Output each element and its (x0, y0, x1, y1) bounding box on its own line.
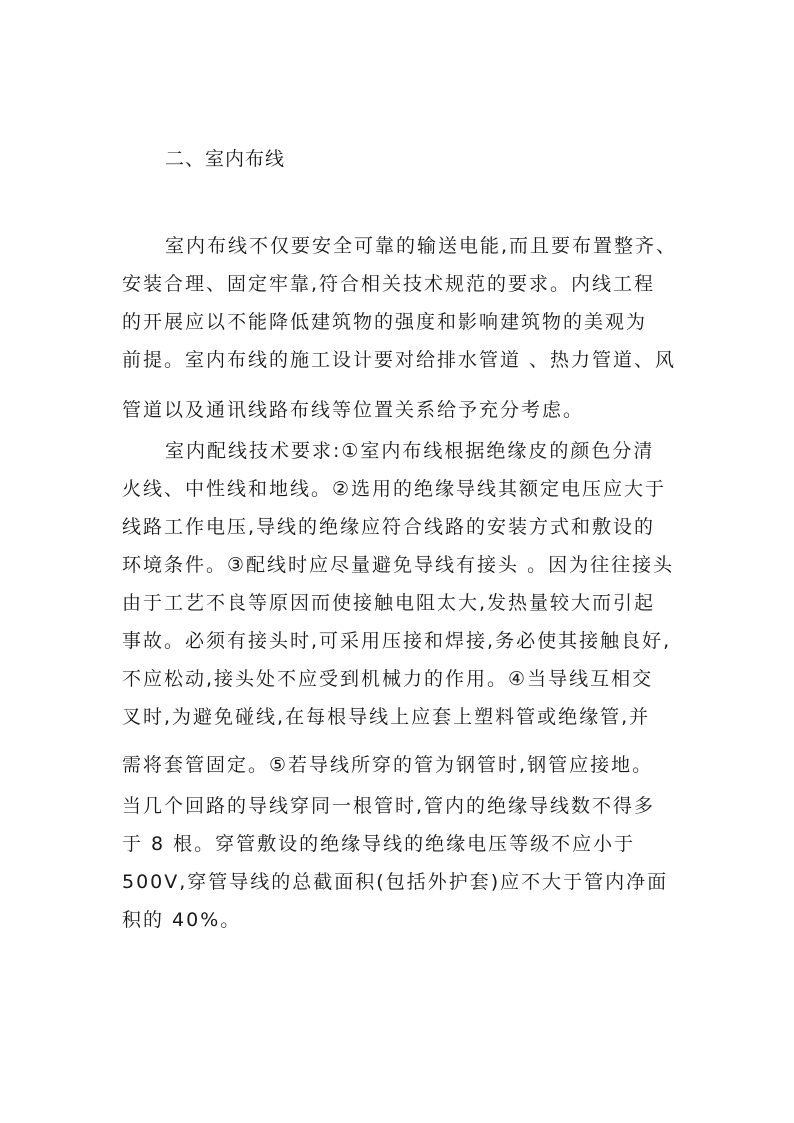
paragraph-2-line-9: 需将套管固定。⑤若导线所穿的管为钢管时,钢管应接地。 (122, 754, 654, 776)
paragraph-1-line-3: 的开展应以不能降低建筑物的强度和影响建筑物的美观为 (122, 311, 648, 333)
paragraph-2-line-8: 叉时,为避免碰线,在每根导线上应套上塑料管或绝缘管,并 (122, 706, 651, 728)
paragraph-1-line-4: 前提。室内布线的施工设计要对给排水管道 、热力管道、风 (122, 349, 677, 371)
section-heading: 二、室内布线 (165, 148, 286, 170)
paragraph-2-line-2: 火线、中性线和地线。②选用的绝缘导线其额定电压应大于 (122, 478, 667, 500)
paragraph-2-line-12: 500V,穿管导线的总截面积(包括外护套)应不大于管内净面 (122, 871, 669, 893)
paragraph-2-line-10: 当几个回路的导线穿同一根管时,管内的绝缘导线数不得多 (122, 795, 656, 817)
paragraph-1-line-5: 管道以及通讯线路布线等位置关系给予充分考虑。 (122, 399, 585, 421)
paragraph-1-line-2: 安装合理、固定牢靠,符合相关技术规范的要求。内线工程 (122, 273, 656, 295)
paragraph-1-line-1: 室内布线不仅要安全可靠的输送电能,而且要布置整齐、 (165, 235, 678, 257)
paragraph-2-line-6: 事故。必须有接头时,可采用压接和焊接,务必使其接触良好, (122, 630, 672, 652)
paragraph-2-line-5: 由于工艺不良等原因而使接触电阻太大,发热量较大而引起 (122, 592, 656, 614)
paragraph-2-line-13: 积的 40%。 (122, 909, 242, 931)
paragraph-2-line-3: 线路工作电压,导线的绝缘应符合线路的安装方式和敷设的 (122, 516, 656, 538)
paragraph-2-line-7: 不应松动,接头处不应受到机械力的作用。④当导线互相交 (122, 668, 654, 690)
paragraph-2-line-1: 室内配线技术要求:①室内布线根据绝缘皮的颜色分清 (165, 440, 655, 462)
paragraph-2-line-4: 环境条件。③配线时应尽量避免导线有接头 。因为往往接头 (122, 554, 675, 576)
paragraph-2-line-11: 于 8 根。穿管敷设的绝缘导线的绝缘电压等级不应小于 (122, 833, 636, 855)
